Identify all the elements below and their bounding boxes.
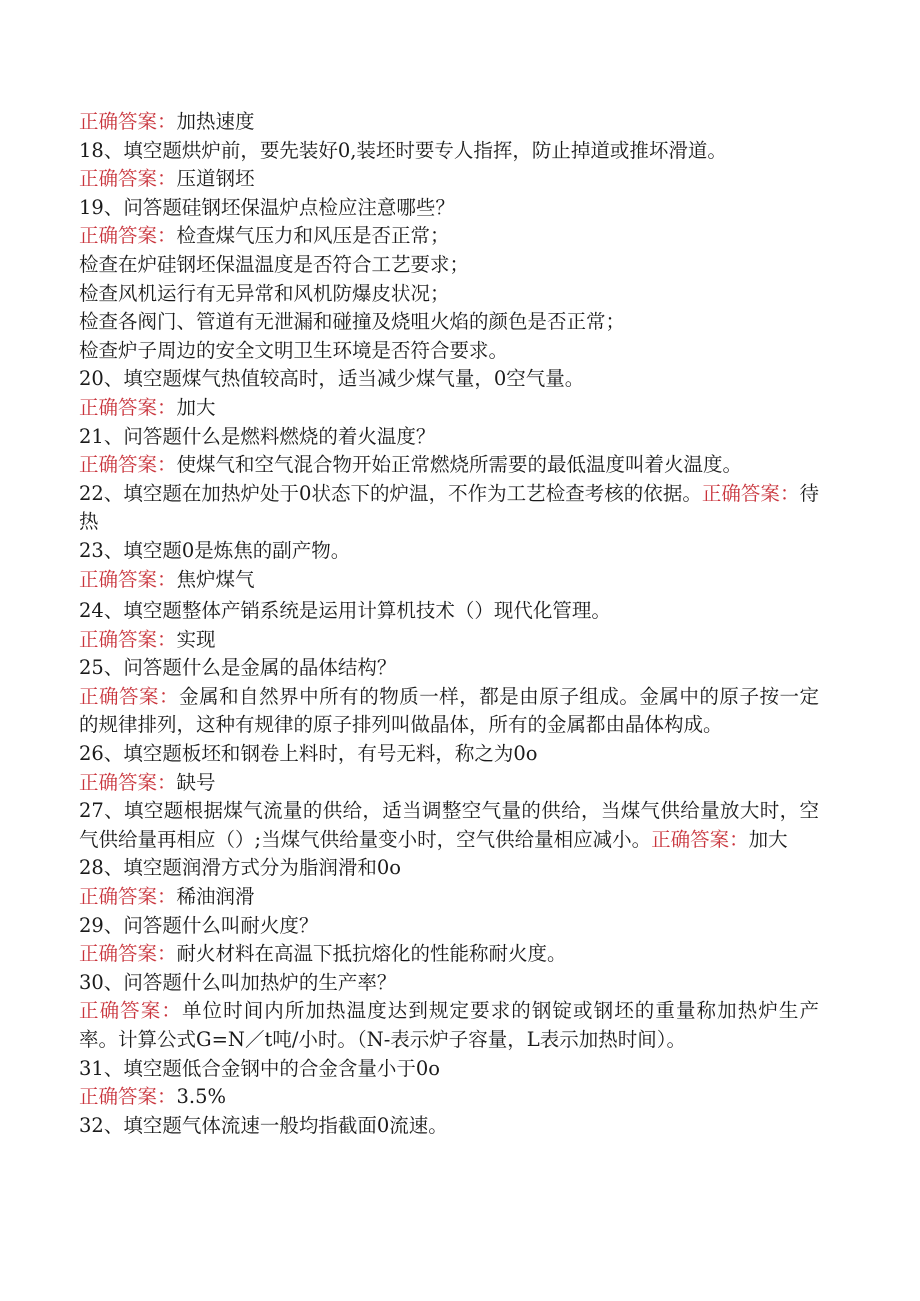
question-q20: 20、填空题煤气热值较高时，适当减少煤气量，0空气量。 xyxy=(79,367,585,391)
answer-q17 xyxy=(79,108,819,137)
answer-q26 xyxy=(79,769,819,798)
answer-label: 正确答案： xyxy=(79,567,177,591)
question-q29: 29、问答题什么叫耐火度？ xyxy=(79,913,319,937)
answer-q19 xyxy=(79,222,819,251)
answer-text: 金属和自然界中所有的物质一样，都是由原子组成。金属中的原子按一定的规律排列，这种有规律的原子排列叫做晶体，所有的金属都由晶体构成。 xyxy=(79,684,819,737)
answer-label: 正确答案： xyxy=(79,999,182,1023)
answer-q29 xyxy=(79,940,819,969)
question-q32: 32、填空题气体流速一般均指截面0流速。 xyxy=(79,1113,448,1137)
answer-label: 正确答案： xyxy=(79,770,177,794)
answer-text: 加大 xyxy=(176,395,216,419)
document-page xyxy=(79,108,819,1140)
question-q18: 18、填空题烘炉前，要先装好0,装坯时要专人指挥，防止掉道或推坏滑道。 xyxy=(79,138,727,162)
question-text: 27、填空题根据煤气流量的供给，适当调整空气量的供给，当煤气供给量放大时，空气供给量再相应（）;当煤气供给量变小时，空气供给量相应减小。 xyxy=(79,799,819,851)
answer-label: 正确答案： xyxy=(79,1085,177,1109)
answer-text: 使煤气和空气混合物开始正常燃烧所需要的最低温度叫着火温度。 xyxy=(176,453,743,477)
answer-q23 xyxy=(79,566,819,595)
answer-text: 焦炉煤气 xyxy=(176,567,255,591)
question-q25: 25、问答题什么是金属的晶体结构？ xyxy=(79,656,397,680)
answer-q31 xyxy=(79,1083,819,1112)
question-q22 xyxy=(79,480,819,537)
answer-text: 压道钢坯 xyxy=(176,167,255,191)
answer-label: 正确答案： xyxy=(79,224,177,248)
answer-text: 加热速度 xyxy=(176,110,255,133)
answer-text: 检查煤气压力和风压是否正常； xyxy=(176,224,450,248)
question-q27 xyxy=(79,797,819,854)
answer-q28 xyxy=(79,883,819,912)
answer-label: 正确答案： xyxy=(651,827,749,851)
answer-label: 正确答案： xyxy=(79,627,177,651)
answer-q21 xyxy=(79,451,819,480)
answer-q18 xyxy=(79,165,819,194)
answer-label: 正确答案： xyxy=(79,942,177,966)
answer-text: 稀油润滑 xyxy=(176,885,255,909)
question-q24: 24、填空题整体产销系统是运用计算机技术（）现代化管理。 xyxy=(79,599,611,623)
answer-q20 xyxy=(79,394,819,423)
answer-label: 正确答案： xyxy=(79,167,177,191)
question-text: 22、填空题在加热炉处于0状态下的炉温，不作为工艺检查考核的依据。 xyxy=(79,481,702,505)
answer-q19-line-4: 检查各阀门、管道有无泄漏和碰撞及烧咀火焰的颜色是否正常； xyxy=(79,310,626,334)
answer-label: 正确答案： xyxy=(79,453,177,477)
answer-text: 加大 xyxy=(748,827,788,851)
answer-label: 正确答案： xyxy=(79,684,180,708)
question-q31: 31、填空题低合金钢中的合金含量小于0o xyxy=(79,1056,440,1080)
question-q26: 26、填空题板坯和钢卷上料时，有号无料，称之为0o xyxy=(79,742,538,766)
answer-text: 缺号 xyxy=(176,770,216,794)
question-q23: 23、填空题0是炼焦的副产物。 xyxy=(79,538,351,562)
answer-label: 正确答案： xyxy=(79,110,177,133)
answer-text: 单位时间内所加热温度达到规定要求的钢锭或钢坯的重量称加热炉生产率。计算公式G=N／t吨/小时。（N-表示炉子容量，L表示加热时间）。 xyxy=(79,999,819,1051)
answer-q19-line-3: 检查风机运行有无异常和风机防爆皮状况； xyxy=(79,281,450,305)
answer-label: 正确答案： xyxy=(79,395,177,419)
answer-label: 正确答案： xyxy=(701,481,800,505)
answer-label: 正确答案： xyxy=(79,885,177,909)
answer-q30 xyxy=(79,997,819,1054)
answer-q19-line-2: 检查在炉硅钢坯保温温度是否符合工艺要求； xyxy=(79,252,470,276)
answer-text: 实现 xyxy=(176,627,216,651)
question-q28: 28、填空题润滑方式分为脂润滑和0o xyxy=(79,856,401,880)
answer-text: 待热 xyxy=(79,481,819,534)
question-q19: 19、问答题硅钢坯保温炉点检应注意哪些？ xyxy=(79,195,455,219)
answer-q25 xyxy=(79,683,819,740)
answer-text: 耐火材料在高温下抵抗熔化的性能称耐火度。 xyxy=(176,942,567,966)
answer-q24 xyxy=(79,626,819,655)
question-q30: 30、问答题什么叫加热炉的生产率？ xyxy=(79,970,397,994)
answer-text: 3.5% xyxy=(176,1085,227,1109)
answer-q19-line-5: 检查炉子周边的安全文明卫生环境是否符合要求。 xyxy=(79,338,509,362)
question-q21: 21、问答题什么是燃料燃烧的着火温度？ xyxy=(79,424,436,448)
